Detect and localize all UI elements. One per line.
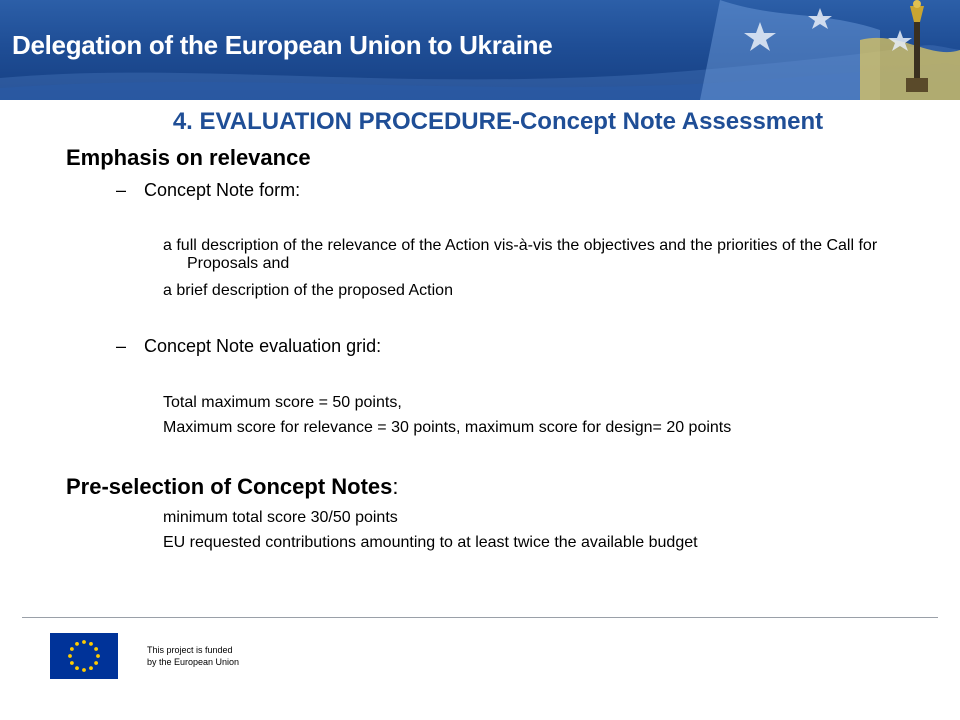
dash-bullet: – — [116, 336, 127, 356]
preselection-heading-suffix: : — [392, 474, 399, 499]
slide-title-part2: -Concept Note Assessment — [511, 108, 824, 135]
cn-grid-label: Concept Note evaluation grid: — [144, 336, 382, 356]
header-banner — [0, 0, 960, 100]
cn-form-label: Concept Note form: — [144, 180, 301, 200]
dash-bullet: – — [116, 180, 127, 200]
cn-grid-item-2: Maximum score for relevance = 30 points, maximum score for design= 20 points — [163, 419, 732, 436]
cn-form-line — [116, 180, 300, 201]
footer-divider — [22, 617, 938, 618]
cn-grid-line — [116, 336, 381, 357]
slide-title-part1: 4. EVALUATION PROCEDURE — [172, 108, 512, 135]
preselection-heading-line — [66, 474, 399, 500]
emphasis-heading: Emphasis on relevance — [66, 145, 311, 170]
preselection-item-1: minimum total score 30/50 points — [163, 509, 398, 526]
funding-note — [147, 644, 239, 668]
slide-title — [0, 108, 960, 136]
funding-note-line-2: by the European Union — [147, 657, 240, 667]
cn-form-item-2: a brief description of the proposed Action — [163, 282, 453, 299]
eu-stars-icon — [68, 640, 100, 672]
cn-grid-item-1: Total maximum score = 50 points, — [163, 394, 402, 411]
preselection-item-2: EU requested contributions amounting to at least twice the available budget — [163, 534, 698, 551]
banner-title: Delegation of the European Union to Ukraine — [12, 30, 553, 60]
funding-note-line-1: This project is funded — [147, 645, 233, 655]
cn-form-item-1: a full description of the relevance of the Action vis-à-vis the objectives and the priorities of the Call for Proposals and — [163, 237, 878, 272]
preselection-heading: Pre-selection of Concept Notes — [66, 474, 393, 499]
eu-flag-icon — [50, 633, 118, 679]
